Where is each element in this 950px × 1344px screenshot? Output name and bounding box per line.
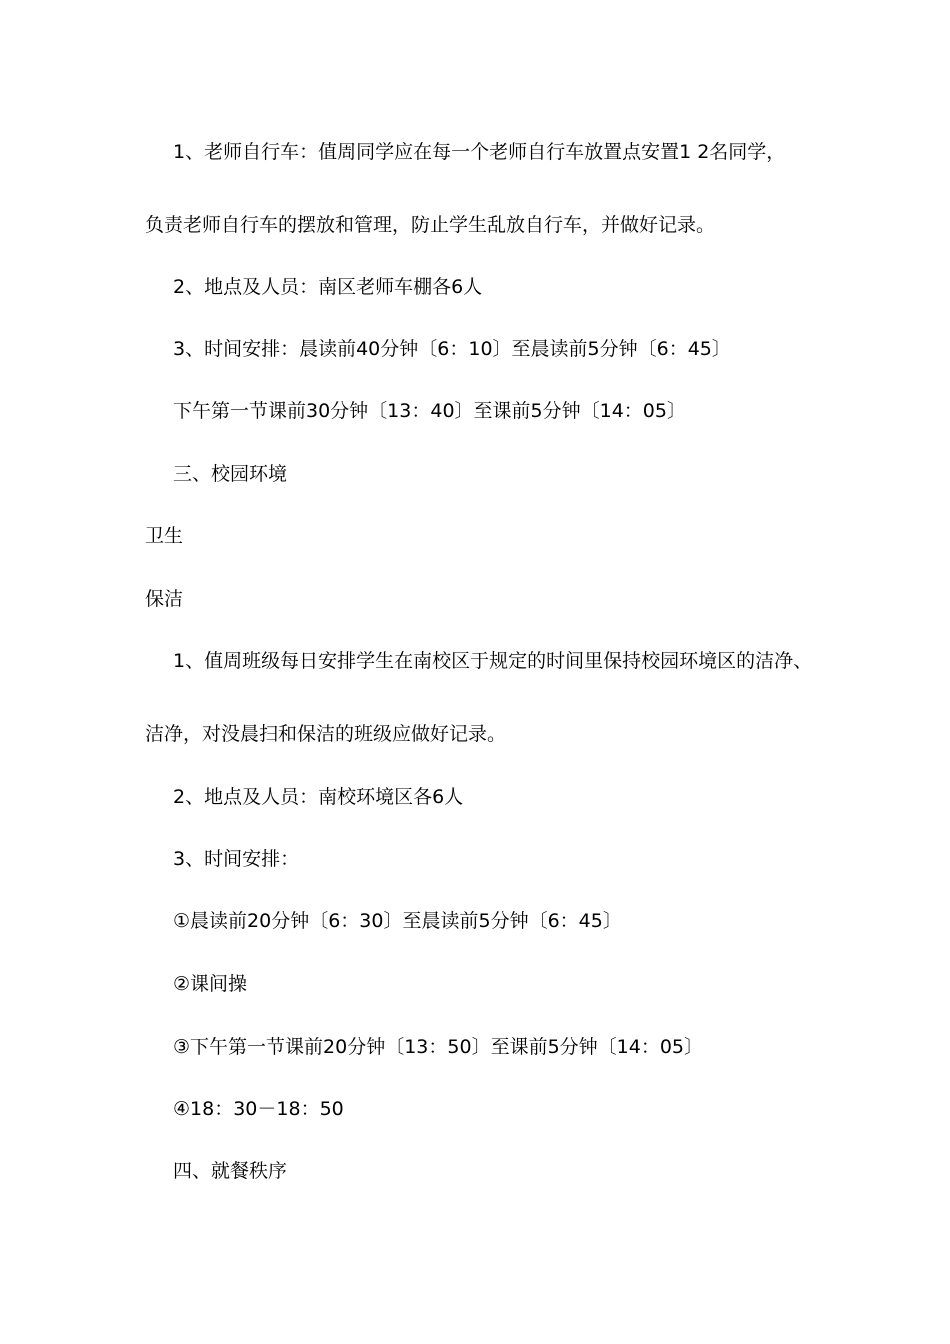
section-heading-dining-order: 四、就餐秩序 (173, 1160, 288, 1182)
subheading-cleaning: 保洁 (145, 588, 184, 610)
paragraph-cleaning-location: 2、地点及人员：南校环境区各6人 (173, 786, 464, 808)
schedule-item-4: ④18：30－18：50 (173, 1098, 344, 1120)
paragraph-bike-schedule-morning: 3、时间安排：晨读前40分钟〔6：10〕至晨读前5分钟〔6：45〕 (173, 338, 731, 360)
paragraph-bike-item-1: 1、老师自行车：值周同学应在每一个老师自行车放置点安置1 2名同学， (173, 141, 786, 163)
subheading-hygiene: 卫生 (145, 525, 184, 547)
paragraph-cleaning-item-1: 1、值周班级每日安排学生在南校区于规定的时间里保持校园环境区的洁净、 (173, 650, 813, 672)
section-heading-campus-environment: 三、校园环境 (173, 463, 288, 485)
schedule-item-3: ③下午第一节课前20分钟〔13：50〕至课前5分钟〔14：05〕 (173, 1036, 704, 1058)
paragraph-bike-item-1-continued: 负责老师自行车的摆放和管理，防止学生乱放自行车，并做好记录。 (145, 214, 716, 236)
schedule-item-1: ①晨读前20分钟〔6：30〕至晨读前5分钟〔6：45〕 (173, 910, 622, 932)
schedule-item-2: ②课间操 (173, 973, 248, 995)
paragraph-bike-location: 2、地点及人员：南区老师车棚各6人 (173, 276, 483, 298)
paragraph-cleaning-item-1-continued: 洁净，对没晨扫和保洁的班级应做好记录。 (145, 723, 507, 745)
paragraph-bike-schedule-afternoon: 下午第一节课前30分钟〔13：40〕至课前5分钟〔14：05〕 (173, 400, 686, 422)
paragraph-cleaning-schedule-heading: 3、时间安排： (173, 848, 300, 870)
